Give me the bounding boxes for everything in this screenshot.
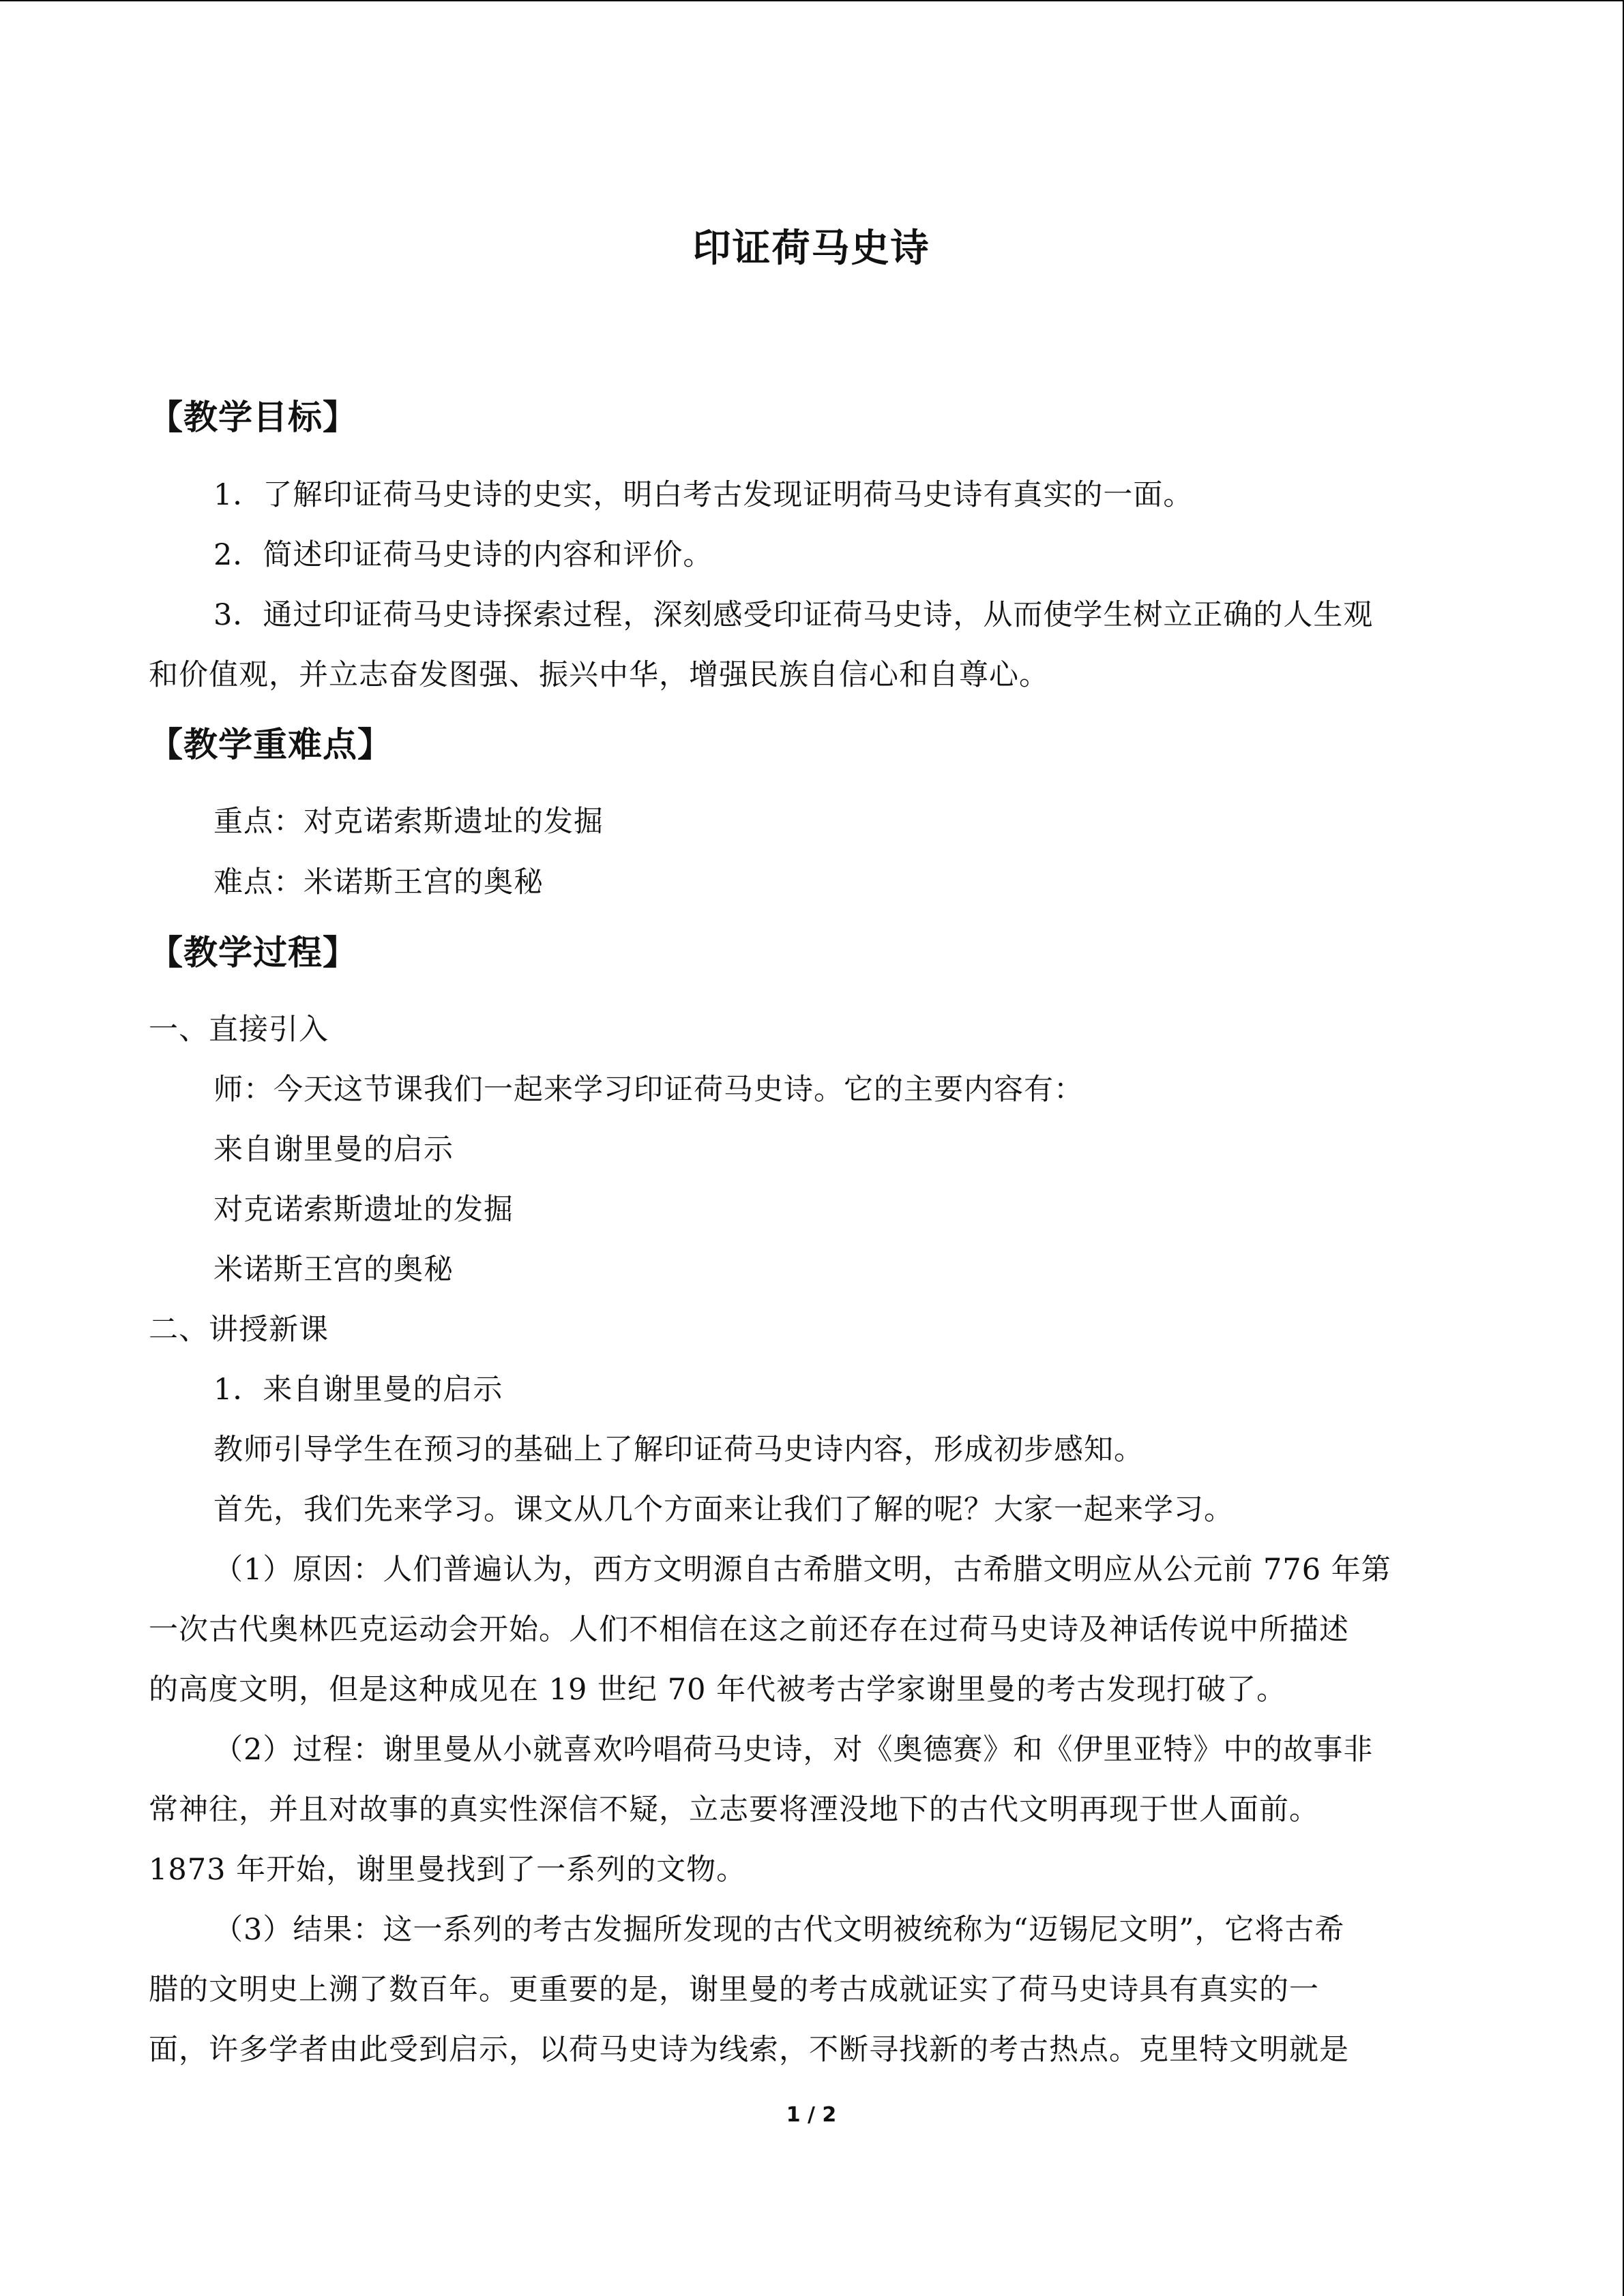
part2-line: 教师引导学生在预习的基础上了解印证荷马史诗内容，形成初步感知。 [213, 1433, 1144, 1467]
part2-line: （2）过程：谢里曼从小就喜欢吟唱荷马史诗，对《奥德赛》和《伊里亚特》中的故事非 [213, 1733, 1374, 1767]
part1-line: 师：今天这节课我们一起来学习印证荷马史诗。它的主要内容有： [213, 1073, 1084, 1107]
part2-line: 1873 年开始，谢里曼找到了一系列的文物。 [149, 1853, 747, 1887]
goal-item: 1．了解印证荷马史诗的史实，明白考古发现证明荷马史诗有真实的一面。 [213, 478, 1194, 512]
part2-line: 常神往，并且对故事的真实性深信不疑，立志要将湮没地下的古代文明再现于世人面前。 [149, 1793, 1319, 1827]
process-heading: 【教学过程】 [149, 933, 357, 972]
part1-line: 米诺斯王宫的奥秘 [213, 1253, 454, 1287]
page-number: 1 / 2 [786, 2103, 837, 2127]
part2-subtitle: 1．来自谢里曼的启示 [213, 1373, 503, 1407]
goals-heading: 【教学目标】 [149, 398, 357, 437]
part1-title: 一、直接引入 [149, 1013, 329, 1047]
page-title: 印证荷马史诗 [692, 226, 930, 271]
goal-item: 3．通过印证荷马史诗探索过程，深刻感受印证荷马史诗，从而使学生树立正确的人生观 [213, 598, 1374, 632]
part2-line: 的高度文明，但是这种成见在 19 世纪 70 年代被考古学家谢里曼的考古发现打破了。 [149, 1673, 1287, 1707]
part2-line: 一次古代奥林匹克运动会开始。人们不相信在这之前还存在过荷马史诗及神话传说中所描述 [149, 1613, 1349, 1647]
part2-line: 首先，我们先来学习。课文从几个方面来让我们了解的呢？大家一起来学习。 [213, 1493, 1234, 1527]
focus-point: 重点：对克诺索斯遗址的发掘 [213, 805, 604, 839]
goal-item-continuation: 和价值观，并立志奋发图强、振兴中华，增强民族自信心和自尊心。 [149, 658, 1049, 692]
key-points-heading: 【教学重难点】 [149, 725, 392, 764]
part2-line: （3）结果：这一系列的考古发掘所发现的古代文明被统称为“迈锡尼文明”，它将古希 [213, 1913, 1345, 1947]
part2-title: 二、讲授新课 [149, 1313, 329, 1347]
part2-line: 面，许多学者由此受到启示，以荷马史诗为线索，不断寻找新的考古热点。克里特文明就是 [149, 2033, 1349, 2067]
part2-line: （1）原因：人们普遍认为，西方文明源自古希腊文明，古希腊文明应从公元前 776 年第 [213, 1553, 1391, 1587]
goal-item: 2．简述印证荷马史诗的内容和评价。 [213, 538, 713, 572]
part1-line: 对克诺索斯遗址的发掘 [213, 1193, 514, 1227]
part2-line: 腊的文明史上溯了数百年。更重要的是，谢里曼的考古成就证实了荷马史诗具有真实的一 [149, 1973, 1319, 2007]
difficulty-point: 难点：米诺斯王宫的奥秘 [213, 865, 544, 899]
part1-line: 来自谢里曼的启示 [213, 1133, 454, 1167]
